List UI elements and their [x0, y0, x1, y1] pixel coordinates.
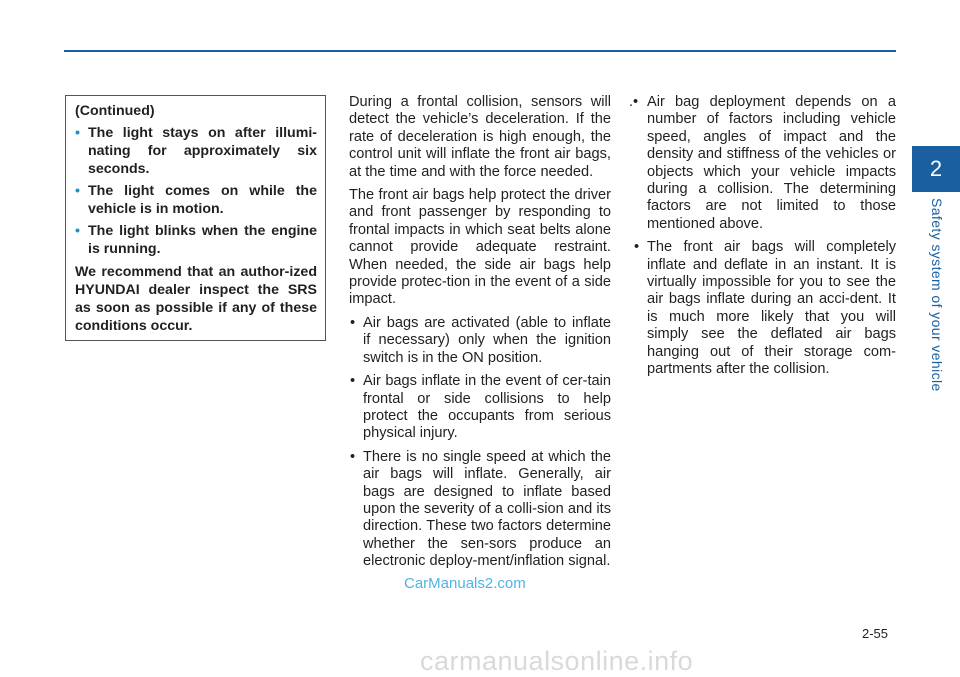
notice-item	[75, 124, 317, 178]
notice-recommendation: We recommend that an author-ized HYUNDAI dealer inspect the SRS as soon as possible if any of these conditions occur.	[75, 264, 317, 334]
bullet-icon: .•	[629, 94, 639, 110]
paragraph: During a frontal collision, sensors will detect the vehicle’s deceleration. If the rate of deceleration is high enough, the control unit will inflate the front air bags, at the time and with the force needed.	[349, 94, 611, 180]
watermark-link[interactable]: CarManuals2.com	[404, 575, 526, 592]
notice-item-text: The light stays on after illumi-nating for approximately six seconds.	[88, 125, 317, 177]
bullet-icon: •	[350, 448, 356, 465]
notice-item	[75, 222, 317, 258]
notice-item	[75, 182, 317, 218]
chapter-number-tab	[912, 146, 960, 192]
bullet-icon: •	[350, 373, 356, 390]
list-item-text: Air bag deployment depends on a number of factors including vehicle speed, angles of impact and the density and stiffness of the vehicles or objects which your vehicle impacts during a collision. The determining factors are not limited to those mentioned above.	[647, 94, 896, 232]
list-item-text: Air bags are activated (able to inflate if necessary) only when the ignition switch is in the ON position.	[363, 314, 611, 366]
chapter-number: 2	[929, 156, 943, 181]
text-column-middle	[349, 94, 611, 577]
list-item	[349, 373, 611, 443]
notice-item-text: The light blinks when the engine is running.	[88, 223, 317, 257]
text-column-right	[629, 94, 896, 385]
footer-watermark: carmanualsonline.info	[420, 646, 694, 676]
page-number: 2-55	[862, 626, 889, 641]
bullet-icon: •	[75, 223, 80, 239]
bullet-icon: •	[634, 239, 640, 256]
bullet-icon: •	[75, 183, 80, 199]
list-item	[633, 239, 896, 378]
list-item	[349, 449, 611, 571]
warning-notice-box	[65, 95, 326, 341]
bullet-icon: •	[350, 314, 356, 331]
chapter-title: Safety system of your vehicle	[929, 198, 945, 392]
list-item	[629, 94, 896, 233]
list-item-text: Air bags inflate in the event of cer-tain frontal or side collisions to help protect the occupants from serious physical injury.	[363, 373, 611, 442]
bullet-icon: •	[75, 125, 80, 141]
header-rule	[64, 50, 896, 52]
notice-continued: (Continued)	[75, 103, 155, 119]
paragraph: The front air bags help protect the driver and front passenger by responding to frontal impacts in which seat belts alone cannot provide adequate restraint. When needed, the side air bags help provide protec-tion in the event of a side impact.	[349, 187, 611, 308]
list-item-text: There is no single speed at which the air bags will inflate. Generally, air bags are designed to inflate based upon the severity of a colli-sion and its direction. These two factors determine whether the sen-sors produce an electronic deploy-ment/inflation signal.	[363, 448, 611, 570]
list-item	[349, 315, 611, 367]
notice-item-text: The light comes on while the vehicle is in motion.	[88, 183, 317, 217]
list-item-text: The front air bags will completely inflate and deflate in an instant. It is virtually impossible for you to see the air bags inflate during an acci-dent. It is much more likely that you will simply see the deflated air bags hanging out of their storage com-partments after the collision.	[647, 239, 896, 378]
